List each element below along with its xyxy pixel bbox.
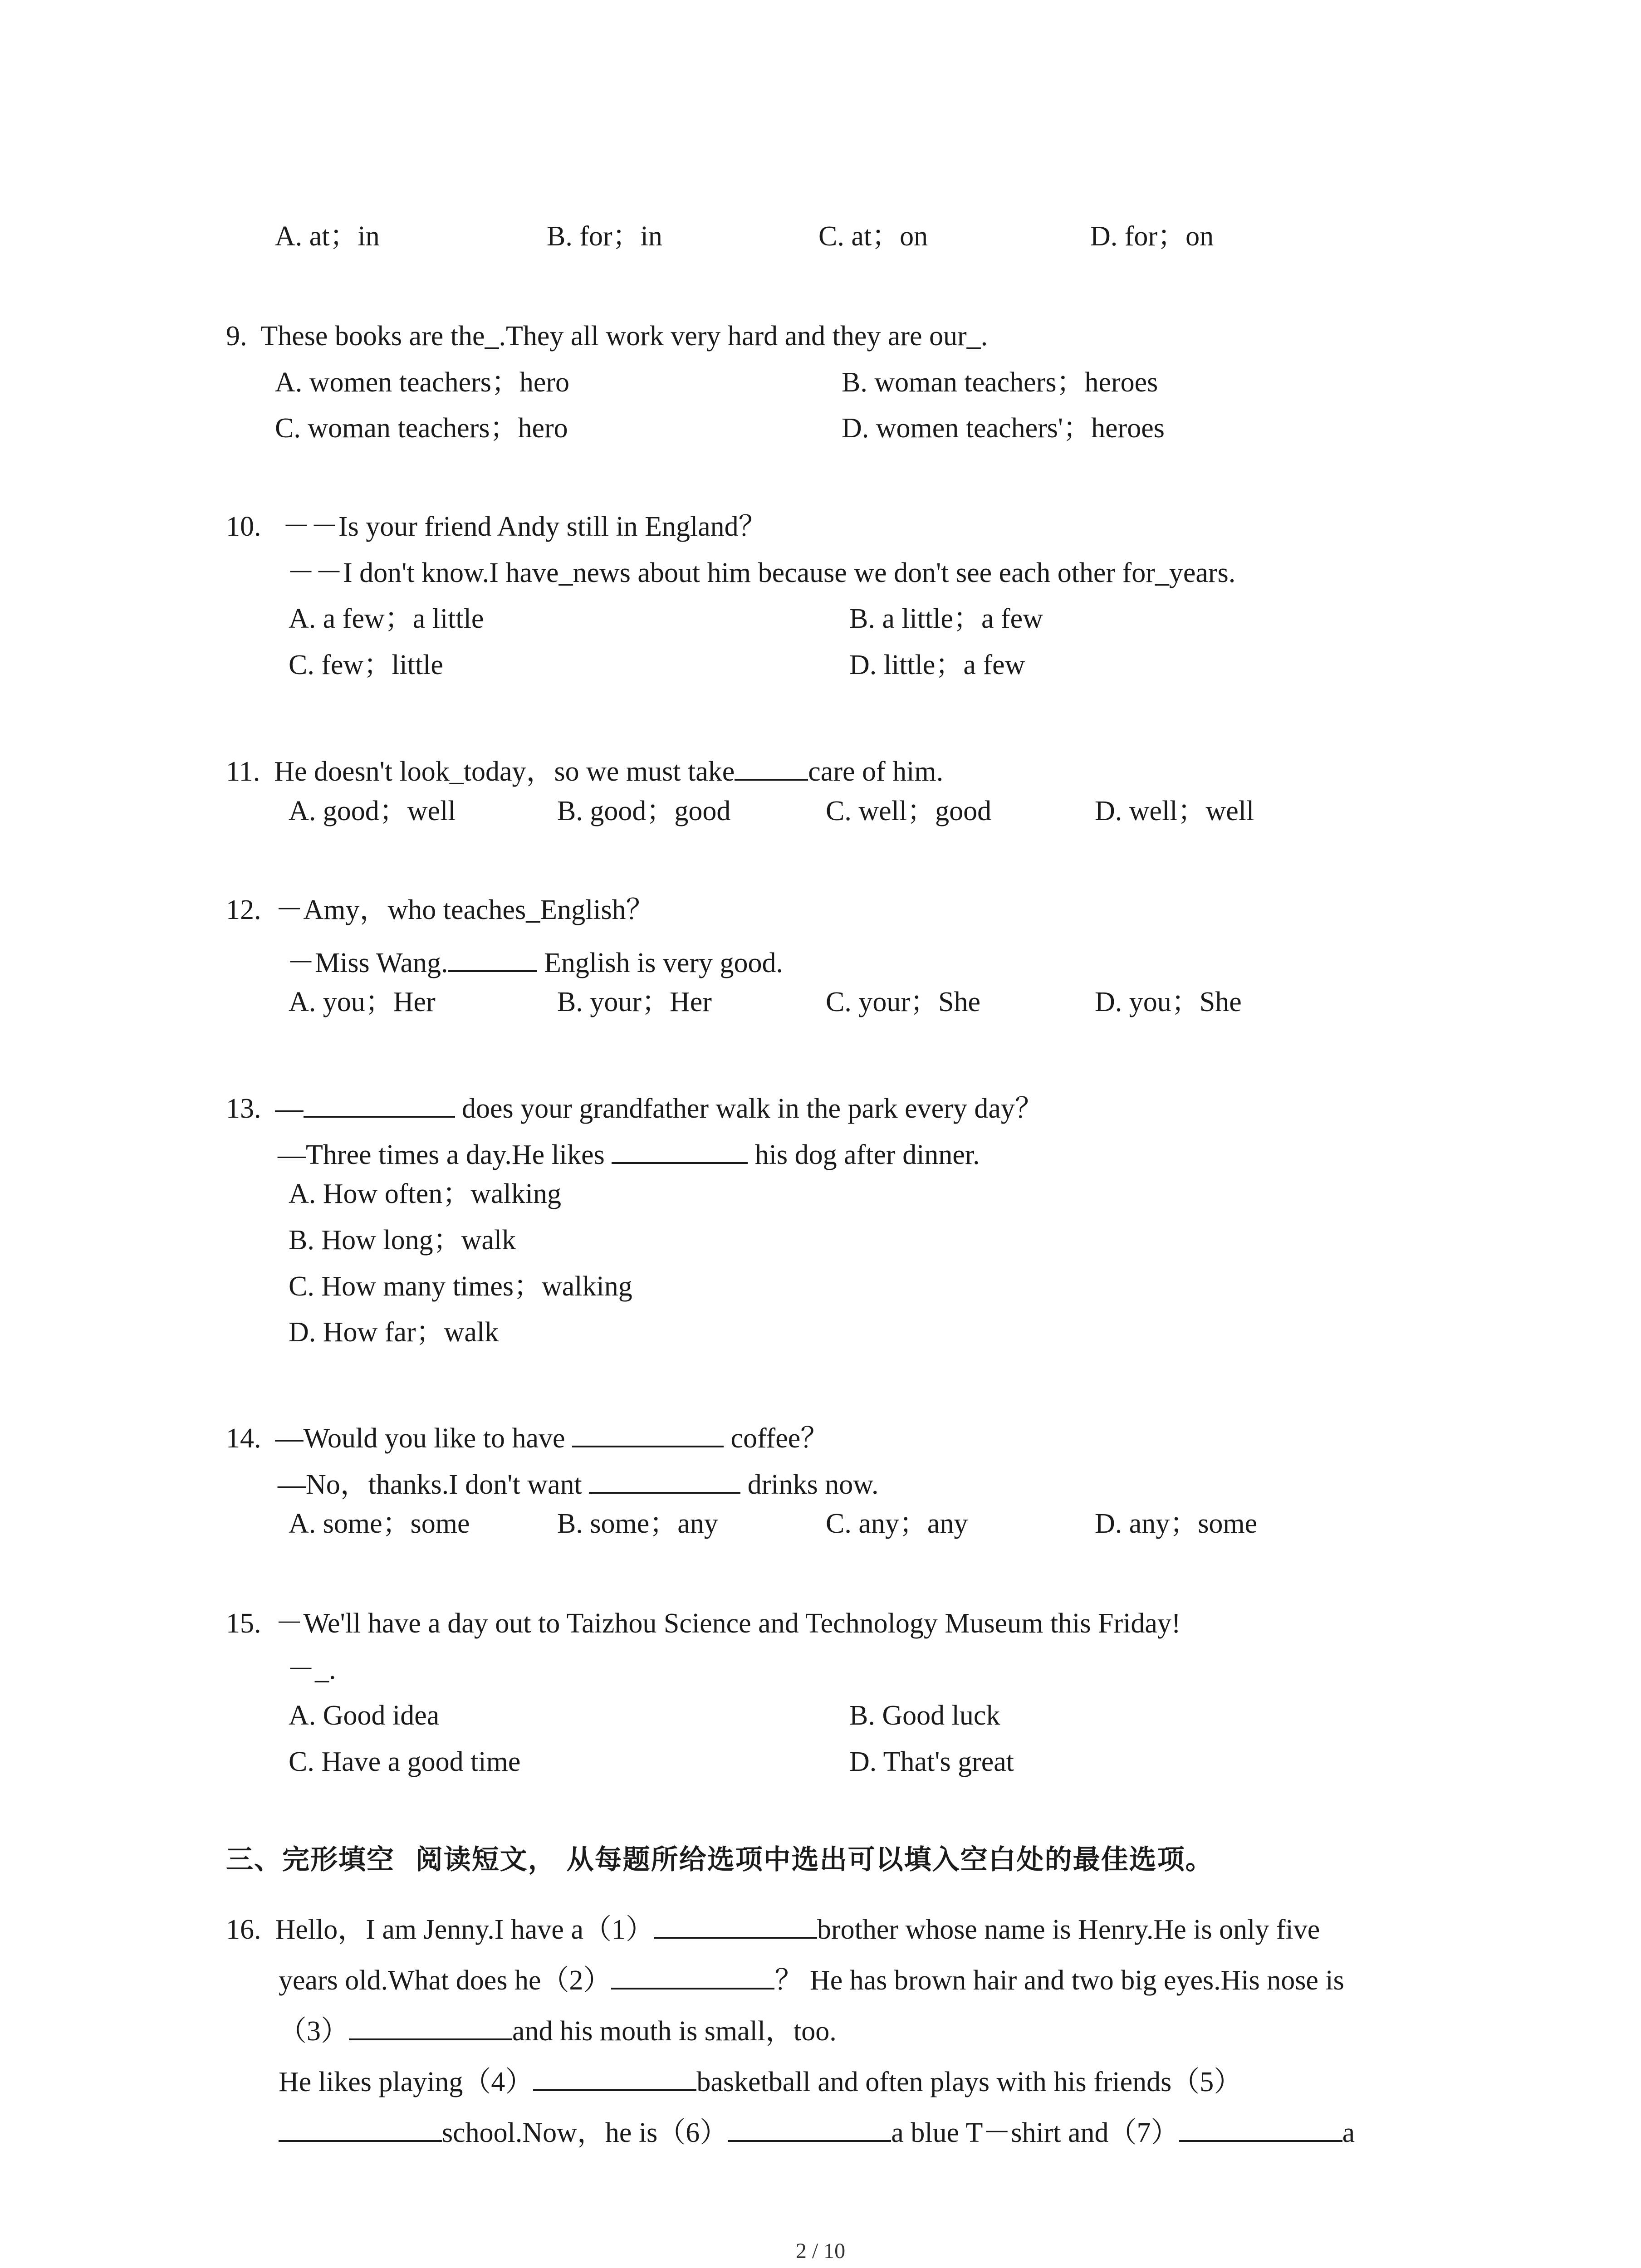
q14-line-2-part-2: drinks now. xyxy=(740,1469,879,1500)
q13-option-d: D. How far；walk xyxy=(289,1317,499,1348)
q16-blank-6 xyxy=(728,2112,891,2142)
q11-stem-part-1: 11. He doesn't look_today，so we must take xyxy=(226,756,735,787)
q10-option-d: D. little；a few xyxy=(849,650,1025,680)
section-3-heading: 三、完形填空 阅读短文， 从每题所给选项中选出可以填入空白处的最佳选项。 xyxy=(226,1844,1214,1876)
q12-option-a: A. you；Her xyxy=(289,987,436,1017)
q13-option-c: C. How many times；walking xyxy=(289,1271,632,1302)
q16-line-4-part-1: He likes playing（4） xyxy=(279,2067,534,2097)
q11-answer-blank xyxy=(735,751,808,781)
q12-line-2-part-2: English is very good. xyxy=(537,948,784,978)
q14-option-d: D. any；some xyxy=(1095,1508,1258,1539)
q16-line-5-part-2: a blue T－shirt and（7） xyxy=(891,2117,1179,2148)
q12-option-d: D. you；She xyxy=(1095,987,1242,1017)
q16-line-1 xyxy=(226,1909,1320,1944)
q15-line-2: －_. xyxy=(287,1654,336,1685)
q11-option-a: A. good；well xyxy=(289,796,456,826)
q16-blank-4 xyxy=(533,2061,696,2091)
q16-line-5 xyxy=(279,2112,1355,2147)
q14-line-1-part-1: 14. —Would you like to have xyxy=(226,1423,573,1454)
q13-line-1-part-2: does your grandfather walk in the park every day？ xyxy=(455,1093,1043,1124)
q16-line-3-part-2: and his mouth is small，too. xyxy=(512,2016,837,2047)
q16-line-2 xyxy=(279,1960,1344,1994)
q13-line-2-part-1: —Three times a day.He likes xyxy=(278,1139,612,1170)
q9-stem: 9. These books are the_.They all work very hard and they are our_. xyxy=(226,321,988,352)
q8-option-d: D. for；on xyxy=(1090,221,1214,252)
q11-option-c: C. well；good xyxy=(826,796,992,826)
q16-line-3-part-1: （3） xyxy=(279,2016,349,2047)
page-number: 2 / 10 xyxy=(795,2239,846,2263)
q16-line-4 xyxy=(279,2061,1242,2096)
q12-answer-blank xyxy=(448,942,537,972)
q14-line-1-part-2: coffee？ xyxy=(724,1423,829,1454)
q16-line-2-part-1: years old.What does he（2） xyxy=(279,1965,612,1996)
q14-line-2 xyxy=(278,1464,878,1499)
q16-blank-7 xyxy=(1179,2112,1342,2142)
q10-line-2: －－I don't know.I have_news about him because we don't see each other for_years. xyxy=(287,557,1236,588)
q13-line-1 xyxy=(226,1088,1043,1123)
q14-option-a: A. some；some xyxy=(289,1508,470,1539)
q14-option-b: B. some；any xyxy=(557,1508,718,1539)
q8-option-c: C. at；on xyxy=(818,221,928,252)
q12-line-2-part-1: －Miss Wang. xyxy=(287,948,448,978)
q9-option-b: B. woman teachers；heroes xyxy=(842,367,1158,398)
q12-option-b: B. your；Her xyxy=(557,987,712,1017)
q13-line-1-part-1: 13. — xyxy=(226,1093,304,1124)
q16-blank-5 xyxy=(279,2112,442,2142)
q15-option-b: B. Good luck xyxy=(849,1700,1000,1731)
q16-line-1-part-2: brother whose name is Henry.He is only five xyxy=(817,1914,1320,1945)
q12-option-c: C. your；She xyxy=(826,987,981,1017)
q15-line-1: 15. －We'll have a day out to Taizhou Science and Technology Museum this Friday! xyxy=(226,1608,1181,1639)
q16-line-5-part-3: a xyxy=(1342,2117,1355,2148)
q13-line-2-part-2: his dog after dinner. xyxy=(748,1139,980,1170)
q16-blank-1 xyxy=(654,1909,817,1939)
q16-line-3 xyxy=(279,2010,837,2045)
q10-line-1: 10. －－Is your friend Andy still in England？ xyxy=(226,511,767,542)
q11-option-d: D. well；well xyxy=(1095,796,1254,826)
q16-line-1-part-1: 16. Hello，I am Jenny.I have a（1） xyxy=(226,1914,654,1945)
q15-option-d: D. That's great xyxy=(849,1746,1014,1777)
q16-line-4-part-2: basketball and often plays with his friends（5） xyxy=(696,2067,1242,2097)
q9-option-a: A. women teachers；hero xyxy=(275,367,570,398)
q9-option-c: C. woman teachers；hero xyxy=(275,413,568,444)
q13-option-a: A. How often；walking xyxy=(289,1178,561,1209)
q13-line-2 xyxy=(278,1134,980,1169)
q13-blank-2 xyxy=(612,1134,748,1164)
q14-line-2-part-1: —No，thanks.I don't want xyxy=(278,1469,589,1500)
q12-line-1: 12. －Amy，who teaches_English？ xyxy=(226,894,654,925)
q14-blank-1 xyxy=(572,1418,724,1447)
q14-blank-2 xyxy=(589,1464,740,1494)
q9-option-d: D. women teachers'；heroes xyxy=(842,413,1165,444)
q8-option-a: A. at；in xyxy=(275,221,380,252)
q14-line-1 xyxy=(226,1418,828,1452)
q10-option-c: C. few；little xyxy=(289,650,443,680)
q13-option-b: B. How long；walk xyxy=(289,1225,516,1256)
q10-option-a: A. a few；a little xyxy=(289,603,484,634)
q16-blank-2 xyxy=(611,1960,774,1989)
q16-blank-3 xyxy=(349,2010,512,2040)
q16-line-2-part-2: ？ He has brown hair and two big eyes.His nose is xyxy=(774,1965,1344,1996)
q11-stem-part-2: care of him. xyxy=(808,756,944,787)
q14-option-c: C. any；any xyxy=(826,1508,968,1539)
q12-line-2 xyxy=(287,942,783,977)
q11-option-b: B. good；good xyxy=(557,796,731,826)
q11-stem xyxy=(226,751,943,786)
q16-line-5-part-1: school.Now，he is（6） xyxy=(442,2117,728,2148)
q13-blank-1 xyxy=(304,1088,455,1118)
q15-option-a: A. Good idea xyxy=(289,1700,440,1731)
q8-option-b: B. for；in xyxy=(547,221,662,252)
q15-option-c: C. Have a good time xyxy=(289,1746,521,1777)
q10-option-b: B. a little；a few xyxy=(849,603,1043,634)
